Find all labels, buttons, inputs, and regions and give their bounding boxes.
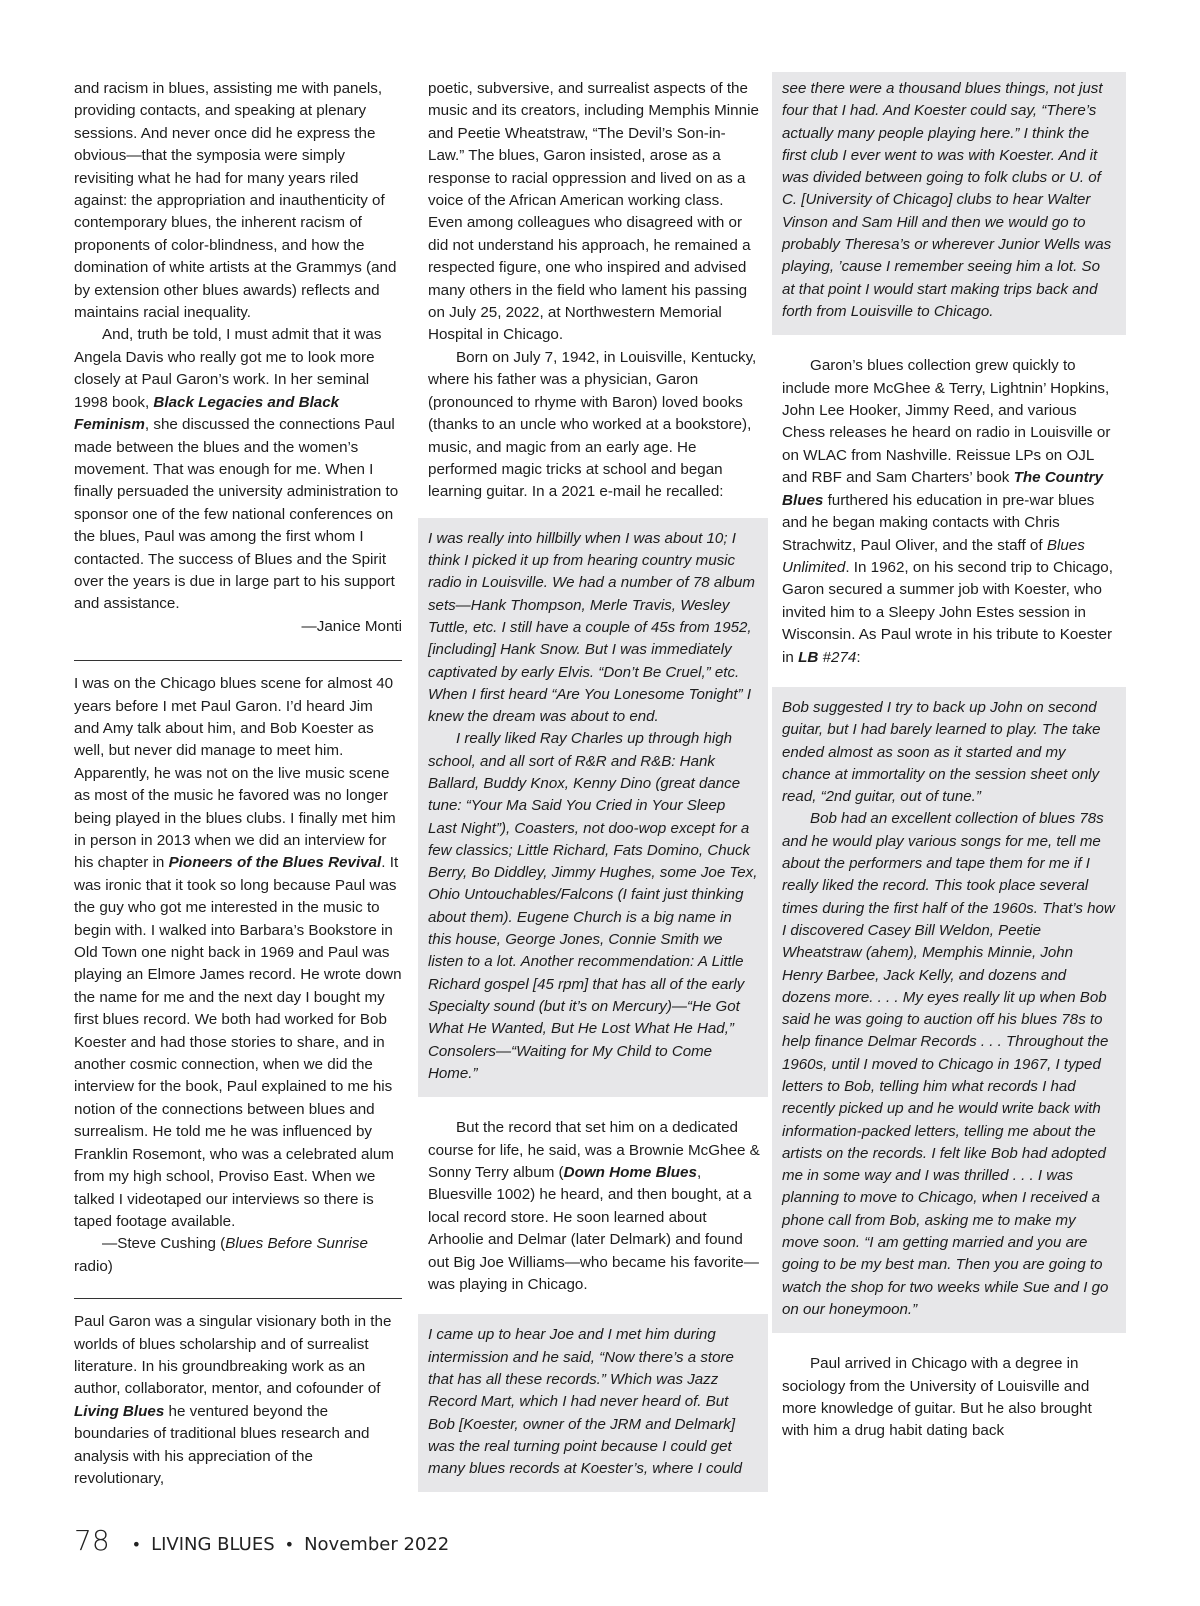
text-span: And, truth be told, I must admit that it was Angela Davis who really got me to look more closely at Paul Garon’s work. In her seminal 1998 book, [74, 326, 382, 411]
column-right [782, 72, 1118, 1443]
paragraph-monti-1: and racism in blues, assisting me with panels, providing contacts, and speaking at plenary sessions. And never once did he express the obvious—that the symposia were simply revisiting what he had for many years riled against: the appropriation and inauthenticity of contemporary blues, the inherent racism of proponents of color-blindness, and how the domination of white artists at the Grammys (and by extension other blues awards) reflects and maintains racial inequality. [74, 80, 397, 322]
text-span: . It was ironic that it took so long because Paul was the guy who got me interested in the music to begin with. I walked into Barbara’s Bookstore in Old Town one night back in 1969 and Paul was playing an Elmore James record. He wrote down the name for me and the next day I bought my first blues record. We both had worked for Bob Koester and had those stories to share, and in another cosmic connection, when we did the interview for the book, Paul explained to me his notion of the connections between blues and surrealism. He told me he was influenced by Franklin Rosemont, who was a celebrated alum from my high school, Proviso East. When we talked I videotaped our interviews so there is taped footage available. [74, 854, 402, 1230]
text-span: radio) [74, 1257, 113, 1275]
paragraph-garon-intro [74, 1311, 402, 1490]
bullet-separator: • [131, 1535, 142, 1554]
text-span: But the record that set him on a dedicated course for life, he said, was a Brownie McGhee & Sonny Terry album ( [428, 1119, 760, 1181]
quote-joe-williams: I came up to hear Joe and I met him during intermission and he said, “Now there’s a store that has all these records.” Which was Jazz Record Mart, which I had never heard of. But Bob [Koester, owner of the JRM and Delmark] was the real turning point because I could get many blues records at Koester’s, where I could [428, 1326, 743, 1478]
quote-ray-charles: I really liked Ray Charles up through high school, and all sort of R&R and R&B: Hank Ballard, Buddy Knox, Kenny Dino (great dance tune: “Your Ma Said You Cried in Your Sleep Last Night”), Coasters, not doo-wop except for a few classics; Little Richard, Fats Domino, Chuck Berry, Bo Diddley, Jimmy Hughes, some Joe Tex, Ohio Untouchables/Falcons (I faint just thinking about them). Eugene Church is a big name in this house, George Jones, Connie Smith we listen to a lot. Another recommendation: A Little Richard gospel [45 rpm] that has all of the early Specialty sound (but it’s on Mercury)—“He Got What He Wanted, But He Lost What He Had,” Consolers—“Waiting for My Child to Come Home.” [428, 730, 758, 1082]
text-span: : [856, 648, 861, 666]
book-title-pioneers: Pioneers of the Blues Revival [168, 854, 382, 872]
text-span: , she discussed the connections Paul made between the blues and the women’s movement. That was enough for me. When I finally persuaded the university administration to sponsor one of the few national conferences on the blues, Paul was among the first whom I contacted. The success of Blues and the Spirit over the years is due in large part to his support and assistance. [74, 416, 399, 613]
text-span: Garon’s blues collection grew quickly to include more McGhee & Terry, Lightnin’ Hopkins, John Lee Hooker, Jimmy Reed, and various Chess releases he heard on radio in Louisville or on WLAC from Nashville. Reissue LPs on OJL and RBF and Sam Charters’ book [782, 357, 1111, 487]
signature-janice-monti: —Janice Monti [301, 617, 402, 635]
magazine-abbrev-lb: LB [798, 648, 819, 666]
column-left [74, 78, 402, 1490]
issue-number: #274 [822, 648, 857, 666]
bullet-separator: • [284, 1535, 295, 1554]
text-span: Paul Garon was a singular visionary both in the worlds of blues scholarship and of surrealist literature. In his groundbreaking work as an author, collaborator, mentor, and cofounder of [74, 1313, 392, 1398]
quote-hillbilly: I was really into hillbilly when I was about 10; I think I picked it up from hearing country music radio in Louisville. We had a number of 78 album sets—Hank Thompson, Merle Travis, Wesley Tuttle, etc. I still have a couple of 45s from 1952, [including] Hank Snow. But I was immediately captivated by early Elvis. “Don’t Be Cruel,” etc. When I first heard “Are You Lonesome Tonight” I knew the dream was about to end. [428, 529, 755, 726]
text-span: furthered his education in pre-war blues and he began making contacts with Chris Strachwitz, Paul Oliver, and the staff of [782, 491, 1095, 554]
page-number: 78 [74, 1524, 110, 1557]
paragraph-collection [782, 355, 1118, 669]
text-span: . In 1962, on his second trip to Chicago, Garon secured a summer job with Koester, who invited him to a Sleepy John Estes session in Wisconsin. As Paul wrote in his tribute to Koester in [782, 558, 1113, 666]
book-title-black-legacies: Black Legacies and Black Feminism [74, 393, 340, 434]
magazine-name: LIVING BLUES [151, 1534, 275, 1555]
book-title-country-blues: The Country Blues [782, 469, 1104, 509]
paragraph-arrived-chicago: Paul arrived in Chicago with a degree in sociology from the University of Louisville and more knowledge of guitar. But he also brought with him a drug habit dating back [782, 1355, 1092, 1440]
text-span: he ventured beyond the boundaries of traditional blues research and analysis with his appreciation of the revolutionary, [74, 1402, 370, 1487]
radio-show-title: Blues Before Sunrise [225, 1235, 368, 1253]
magazine-title-blues-unlimited: Blues Unlimited [782, 536, 1085, 576]
paragraph-garon-continued: poetic, subversive, and surrealist aspects of the music and its creators, including Memphis Minnie and Peetie Wheatstraw, “The Devil’s Son-in-Law.” The blues, Garon insisted, arose as a response to racial oppression and lived on as a voice of the African American working class. Even among colleagues who disagreed with or did not understand his approach, he remained a respected figure, one who inspired and advised many others in the field who lament his passing on July 25, 2022, at Northwestern Memorial Hospital in Chicago. [428, 80, 759, 344]
text-span: —Steve Cushing ( [102, 1235, 226, 1253]
quote-box-email-recall [418, 518, 768, 1097]
text-span: I was on the Chicago blues scene for almost 40 years before I met Paul Garon. I’d heard Jim and Amy talk about him, and Bob Koester as well, but never did manage to meet him. Apparently, he was not on the live music scene as most of the music he favored was no longer being played in the blues clubs. I finally met him in person in 2013 when we did an interview for his chapter in [74, 675, 396, 872]
paragraph-born: Born on July 7, 1942, in Louisville, Kentucky, where his father was a physician, Garon (pronounced to rhyme with Baron) loved books (thanks to an uncle who worked at a bookstore), music, and magic from an early age. He performed magic tricks at school and began learning guitar. In a 2021 e-mail he recalled: [428, 348, 757, 501]
issue-date: November 2022 [304, 1534, 450, 1555]
text-span: , Bluesville 1002) he heard, and then bought, at a local record store. He soon learned about Arhoolie and Delmar (later Delmark) and found out Big Joe Williams—who became his favorite—was playing in Chicago. [428, 1163, 759, 1293]
paragraph-monti-2 [74, 324, 402, 615]
quote-box-estes-session [772, 687, 1126, 1333]
quote-box-koester [772, 72, 1126, 335]
paragraph-cushing [74, 673, 402, 1233]
magazine-title-living-blues: Living Blues [74, 1402, 165, 1420]
album-title-down-home-blues: Down Home Blues [563, 1163, 697, 1181]
quote-thousand-blues: see there were a thousand blues things, not just four that I had. And Koester could say, “There’s actually many people playing here.” I think the first club I ever went to was with Koester. And it was divided between going to folk clubs or U. of C. [University of Chicago] clubs to hear Walter Vinson and Sam Hill and then we would go to probably Theresa’s or wherever Junior Wells was playing, ’cause I remember seeing him a lot. So at that point I would start making trips back and forth from Louisville to Chicago. [782, 80, 1112, 320]
paragraph-record [428, 1117, 760, 1296]
page-footer [74, 1524, 449, 1557]
quote-bob-collection: Bob had an excellent collection of blues 78s and he would play various songs for me, tell me about the performers and tape them for me if I really liked the record. This took place several times during the first half of the 1960s. That’s how I discovered Casey Bill Weldon, Peetie Wheatstraw (ahem), Memphis Minnie, John Henry Barbee, Jack Kelly, and dozens and dozens more. . . . My eyes really lit up when Bob said he was going to auction off his blues 78s to help finance Delmar Records . . . Throughout the 1960s, until I moved to Chicago in 1967, I typed letters to Bob, telling him what records I had recently picked up and he would write back with information-packed letters, telling me about the artists on the records. I felt like Bob had adopted me in some way and I was thrilled . . . I was planning to move to Chicago, when I received a phone call from Bob, asking me to make my move soon. “I am getting married and you are going to be my best man. Then you are going to watch the shop for two weeks while Sue and I go on our honeymoon.” [782, 810, 1115, 1318]
quote-second-guitar: Bob suggested I try to back up John on second guitar, but I had barely learned to play. The take ended almost as soon as it started and my chance at immortality on the session sheet only read, “2nd guitar, out of tune.” [782, 698, 1101, 806]
signature-steve-cushing [74, 1233, 402, 1278]
column-middle [428, 78, 760, 1492]
quote-box-joe [418, 1314, 768, 1492]
